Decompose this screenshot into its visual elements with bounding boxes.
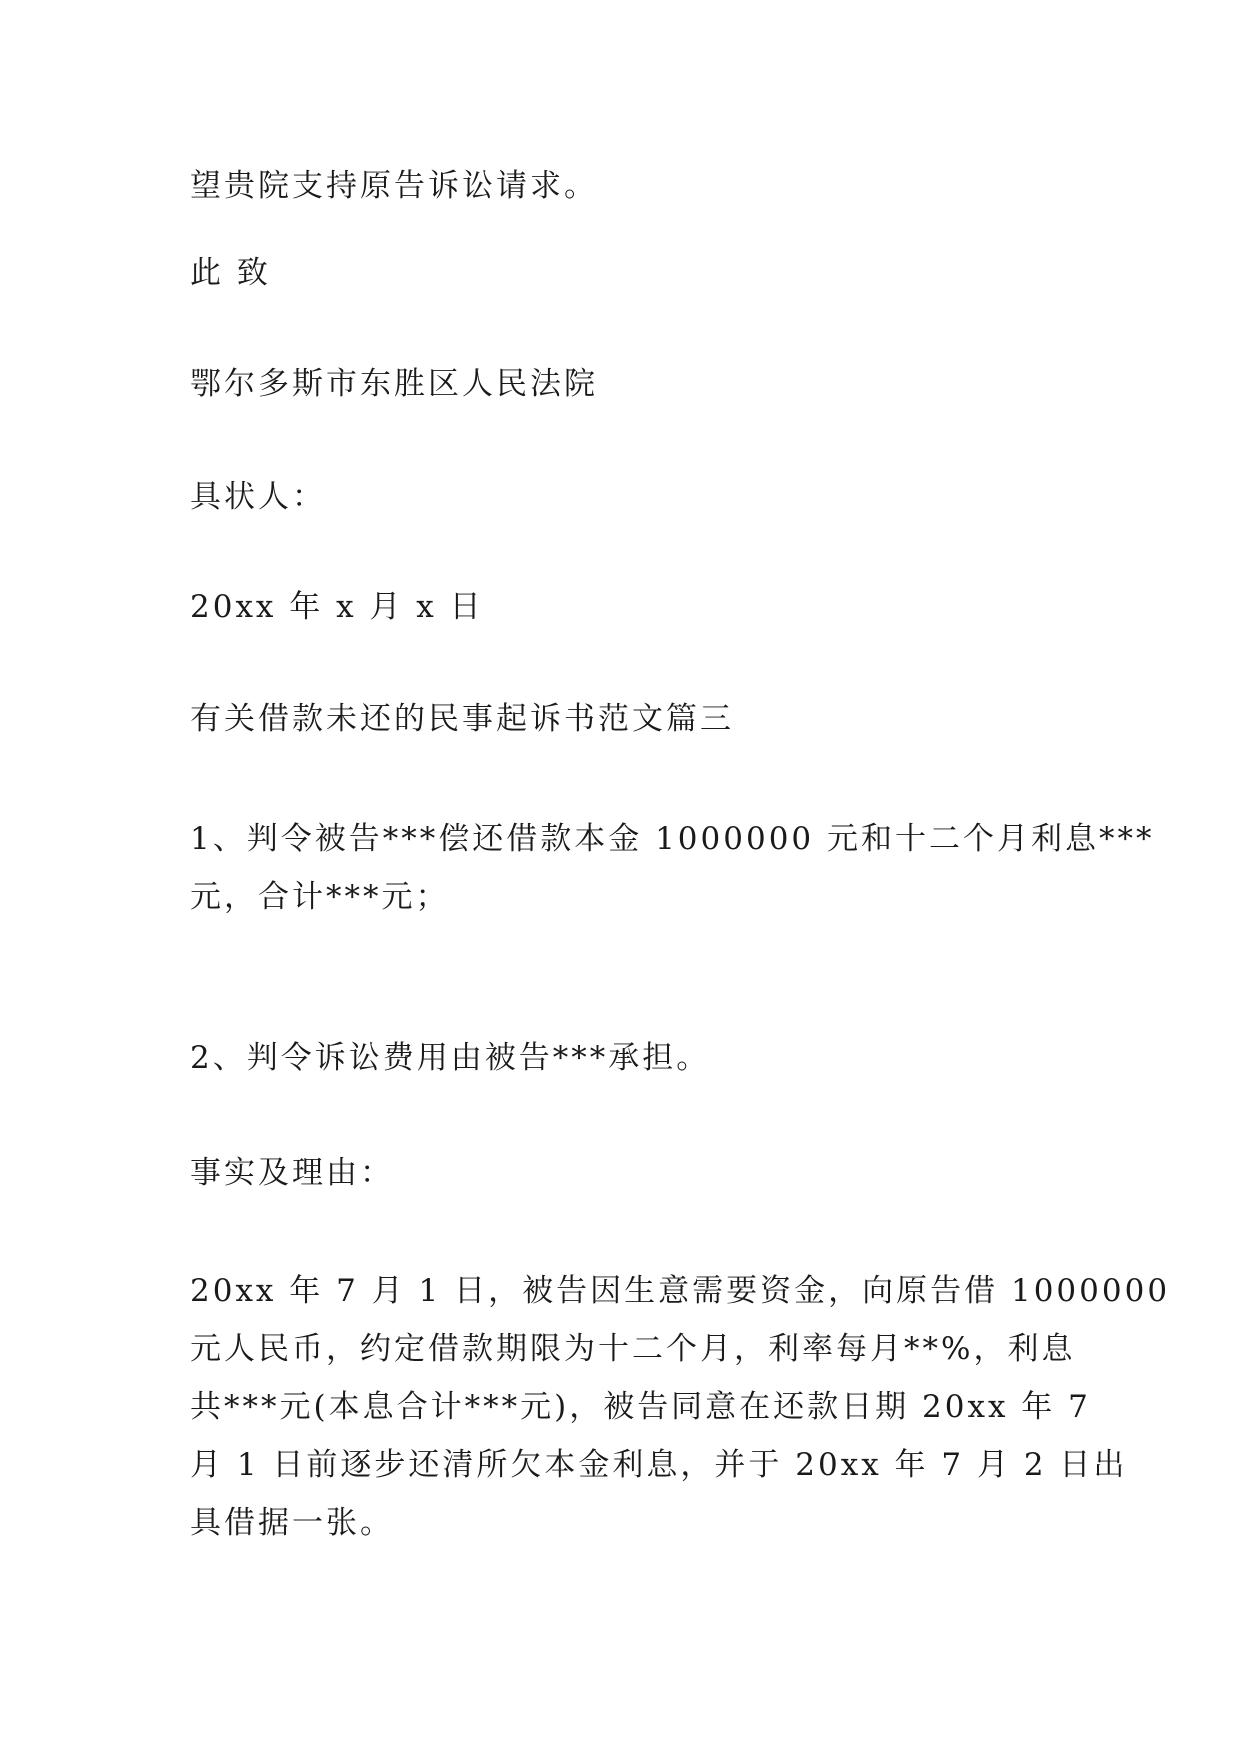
paragraph-claim-2: 2、判令诉讼费用由被告***承担。 xyxy=(190,1040,711,1076)
paragraph-section-title: 有关借款未还的民事起诉书范文篇三 xyxy=(190,701,734,737)
paragraph-date: 20xx 年 x 月 x 日 xyxy=(190,589,484,625)
paragraph-facts-heading: 事实及理由： xyxy=(190,1155,394,1191)
paragraph-salutation: 此 致 xyxy=(190,255,271,291)
paragraph-facts-body: 20xx 年 7 月 1 日，被告因生意需要资金，向原告借 1000000 元人民币，约定借款期限为十二个月，利率每月**%，利息 共***元(本息合计***元)，被告同意在还款日期 20xx 年 7 月 1 日前逐步还清所欠本金利息，并于 20xx 年 7 月 2 日出 具借据一张。 xyxy=(190,1273,1171,1541)
paragraph-plaintiff-signature: 具状人： xyxy=(190,479,326,515)
paragraph-closing-request: 望贵院支持原告诉讼请求。 xyxy=(190,168,598,204)
paragraph-court-name: 鄂尔多斯市东胜区人民法院 xyxy=(190,366,598,402)
paragraph-claim-1: 1、判令被告***偿还借款本金 1000000 元和十二个月利息*** 元，合计***元； xyxy=(190,821,1155,915)
